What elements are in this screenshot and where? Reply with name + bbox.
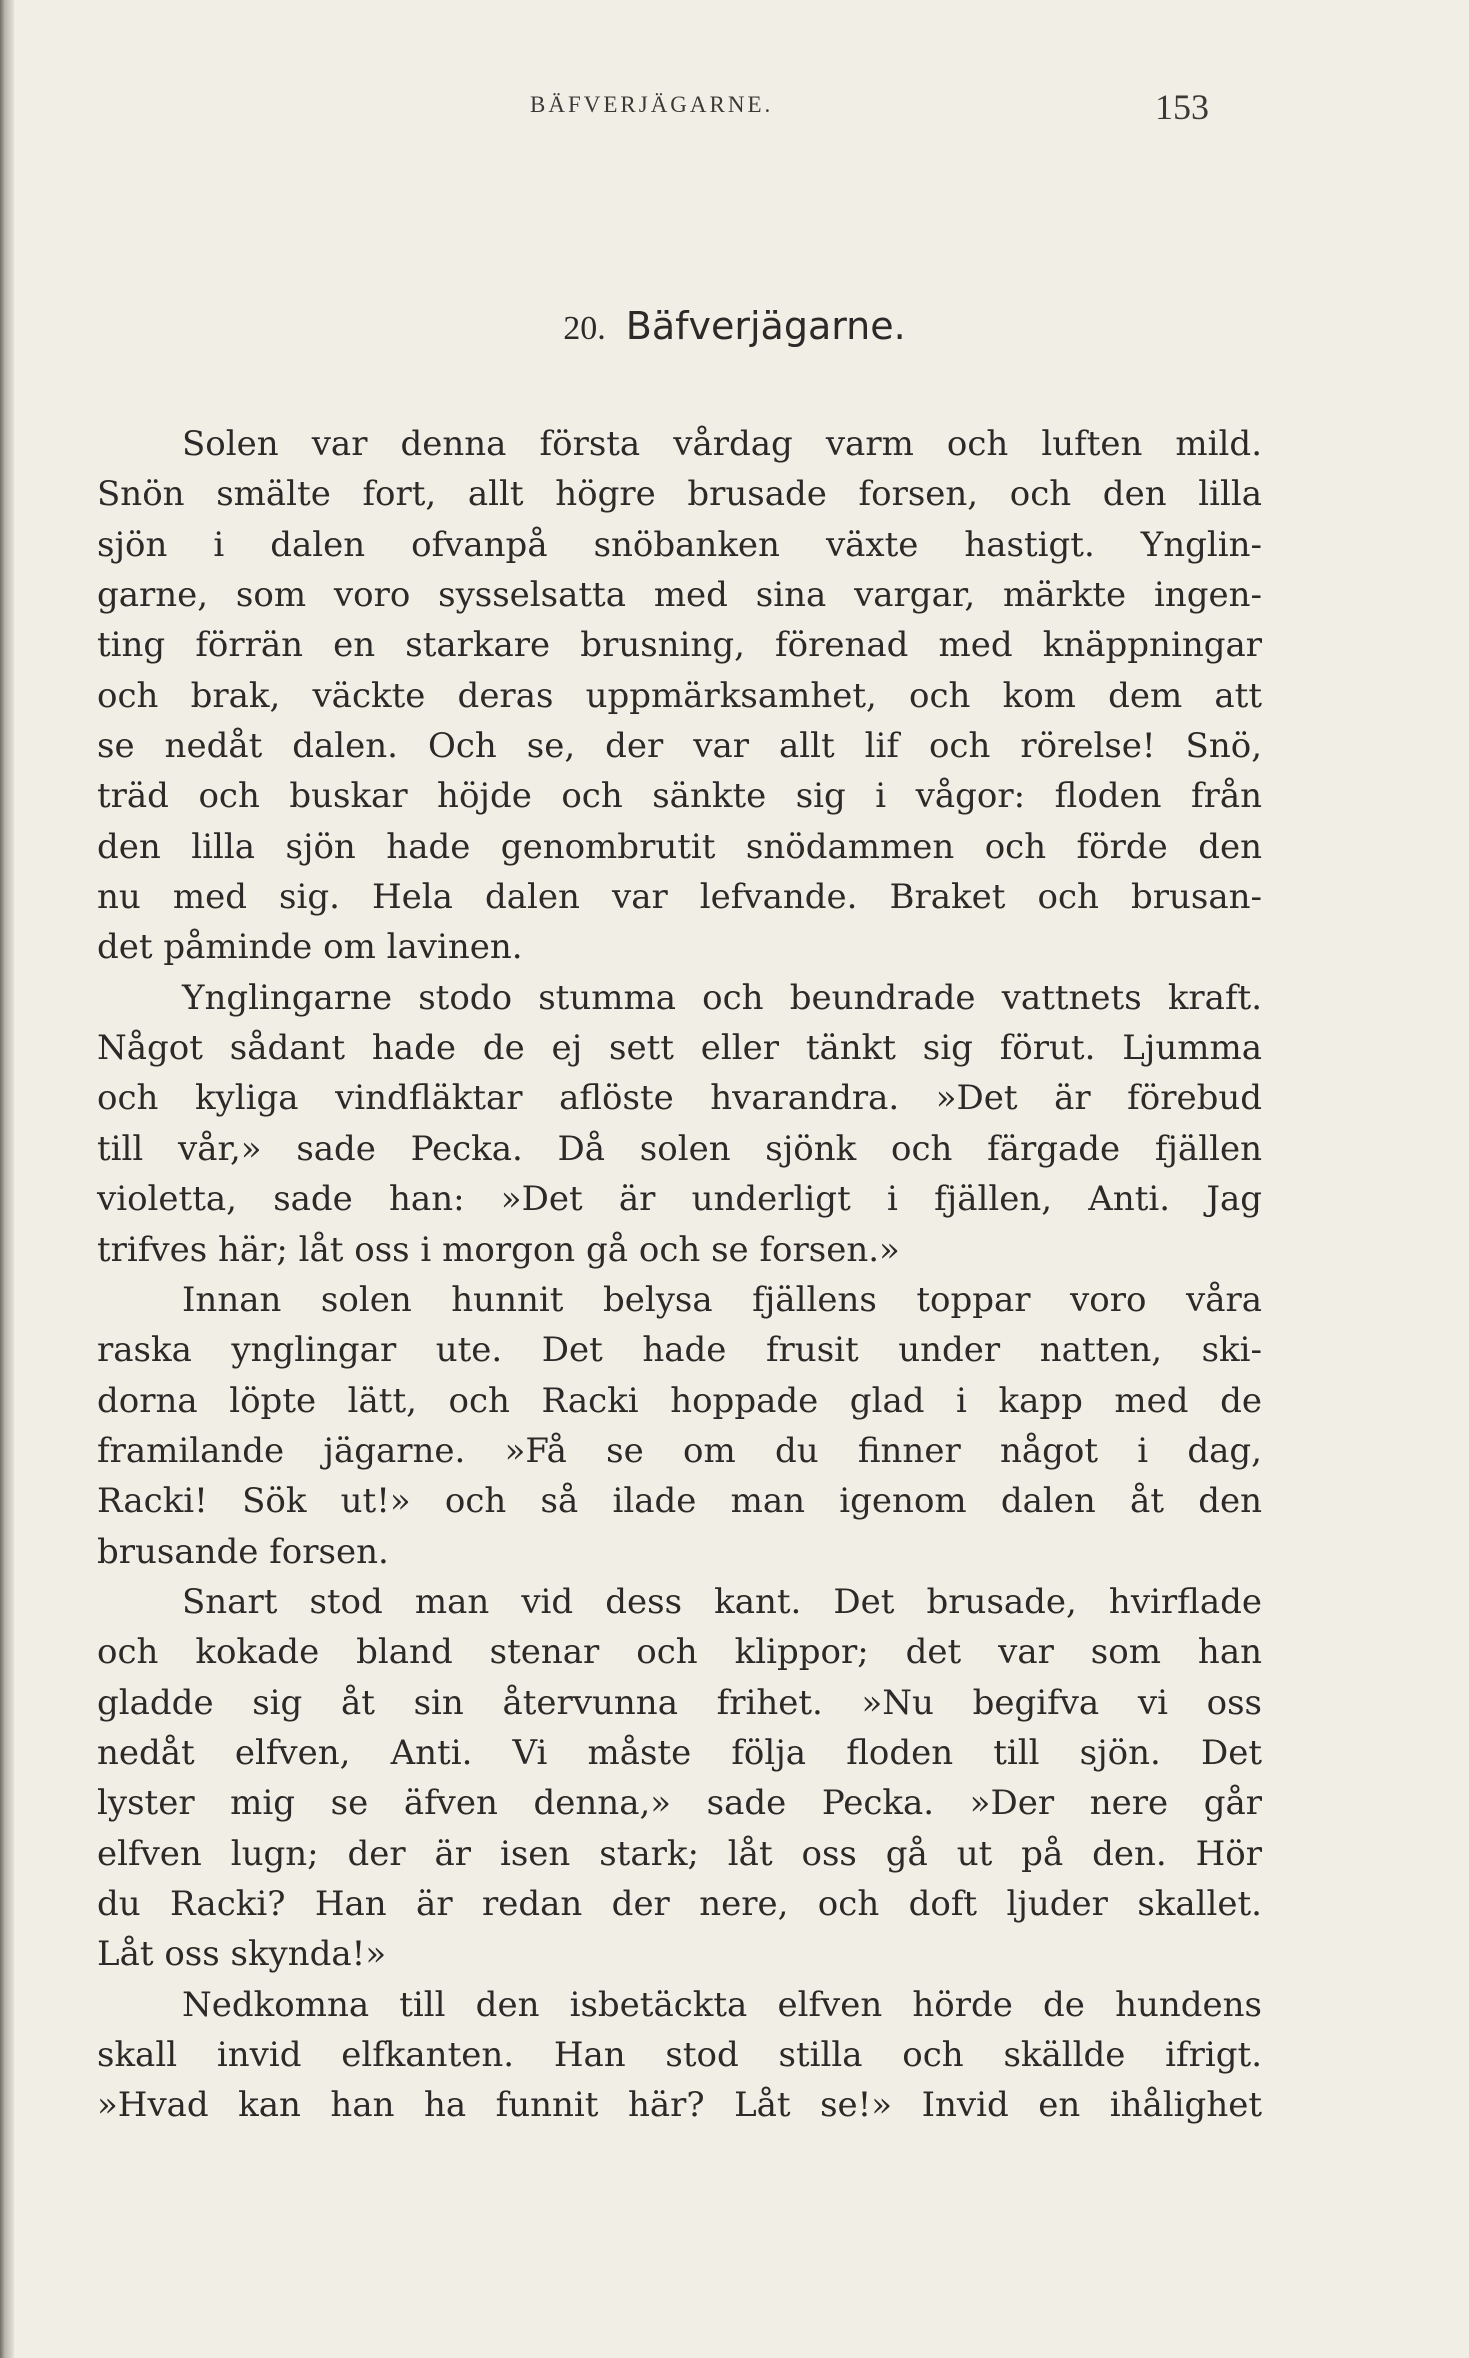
text-line: den lilla sjön hade genombrutit snödammen och förde den [97,826,1262,867]
body-text [97,419,1262,2131]
text-line: sjön i dalen ofvanpå snöbanken växte hastigt. Ynglin- [97,524,1262,565]
text-line: elfven lugn; der är isen stark; låt oss gå ut på den. Hör [97,1833,1262,1874]
text-line: raska ynglingar ute. Det hade frusit under natten, ski- [97,1330,1262,1371]
text-line: och kokade bland stenar och klippor; det var som han [97,1632,1262,1673]
chapter-title-text: Bäfverjägarne. [625,304,906,348]
text-line: dorna löpte lätt, och Racki hoppade glad i kapp med de [97,1380,1262,1421]
page-number: 153 [1155,87,1209,127]
text-line: till vår,» sade Pecka. Då solen sjönk och färgade fjällen [97,1128,1262,1169]
text-line: se nedåt dalen. Och se, der var allt lif och rörelse! Snö, [97,726,1262,767]
text-line: Racki! Sök ut!» och så ilade man igenom dalen åt den [97,1481,1262,1522]
text-line: Solen var denna första vårdag varm och luften mild. [182,424,1262,464]
text-line: och brak, väckte deras uppmärksamhet, och kom dem att [97,675,1262,716]
text-line: det påminde om lavinen. [97,927,523,968]
book-spine-edge [0,0,14,2358]
chapter-heading [0,304,1469,348]
text-line: Ynglingarne stodo stumma och beundrade vattnets kraft. [182,977,1262,1018]
text-line: du Racki? Han är redan der nere, och doft ljuder skallet. [97,1883,1262,1924]
text-line: lyster mig se äfven denna,» sade Pecka. »Der nere går [97,1783,1262,1824]
text-line: Något sådant hade de ej sett eller tänkt sig förut. Ljumma [97,1028,1262,1069]
text-line: garne, som voro sysselsatta med sina vargar, märkte ingen- [97,575,1262,616]
text-line: nedåt elfven, Anti. Vi måste följa floden till sjön. Det [97,1732,1262,1773]
text-line: träd och buskar höjde och sänkte sig i vågor: floden från [97,776,1262,817]
text-line: och kyliga vindfläktar aflöste hvarandra. »Det är förebud [97,1078,1262,1119]
text-line: trifves här; låt oss i morgon gå och se forsen.» [97,1229,900,1270]
text-line: Låt oss skynda!» [97,1934,387,1975]
text-line: Innan solen hunnit belysa fjällens toppar voro våra [182,1279,1262,1320]
text-line: Snart stod man vid dess kant. Det brusade, hvirflade [182,1581,1262,1622]
text-line: violetta, sade han: »Det är underligt i fjällen, Anti. Jag [97,1179,1262,1220]
page-header [0,86,1469,126]
chapter-number: 20. [563,310,606,347]
text-line: brusande forsen. [97,1531,389,1572]
text-line: Nedkomna till den isbetäckta elfven hörde de hundens [182,1984,1262,2025]
text-line: ting förrän en starkare brusning, förenad med knäppningar [97,625,1262,666]
text-line: »Hvad kan han ha funnit här? Låt se!» Invid en ihålighet [97,2085,1262,2126]
text-line: Snön smälte fort, allt högre brusade forsen, och den lilla [97,474,1262,515]
text-line: framilande jägarne. »Få se om du finner något i dag, [97,1430,1262,1471]
running-title: BÄFVERJÄGARNE. [530,92,774,117]
text-line: gladde sig åt sin återvunna frihet. »Nu begifva vi oss [97,1682,1262,1723]
text-line: nu med sig. Hela dalen var lefvande. Braket och brusan- [97,877,1262,918]
text-line: skall invid elfkanten. Han stod stilla och skällde ifrigt. [97,2035,1262,2075]
